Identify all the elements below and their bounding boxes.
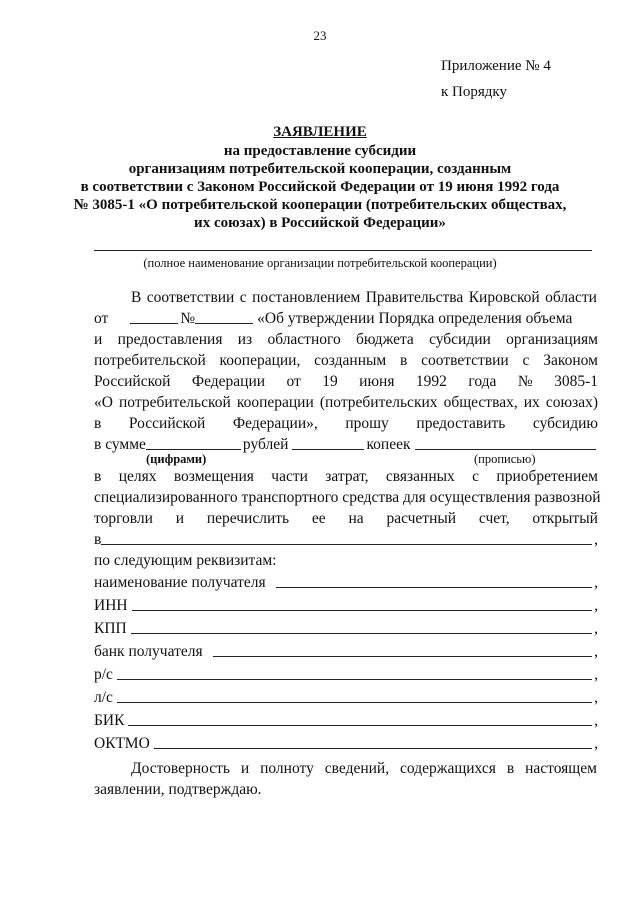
comma: , — [594, 735, 598, 752]
org-name-caption: (полное наименование организации потребительской кооперации) — [143, 256, 497, 270]
word: открытый — [532, 510, 598, 527]
field-label: наименование получателя — [94, 574, 266, 591]
word: затрат, — [325, 468, 369, 485]
word: в — [506, 760, 515, 777]
word: в — [94, 468, 102, 485]
paragraph-line — [94, 394, 598, 412]
resolution-reference-row — [94, 310, 598, 328]
word: с — [522, 352, 530, 369]
word: торговли — [94, 510, 153, 527]
org-name-field[interactable] — [94, 250, 592, 251]
word: субсидию — [532, 415, 598, 432]
word: Федерации — [191, 373, 266, 390]
word: сведений, — [324, 760, 390, 777]
field-label: р/с — [94, 666, 113, 683]
bik-row — [94, 712, 598, 730]
personal-account-field[interactable] — [117, 701, 592, 703]
word: бюджета — [356, 331, 414, 348]
inn-field[interactable] — [132, 609, 593, 611]
amount-words-field[interactable] — [415, 448, 596, 450]
paragraph-line — [94, 331, 598, 349]
word: соответствии — [421, 352, 509, 369]
word: прошу — [345, 415, 389, 432]
appendix-reference: к Порядку — [441, 84, 507, 100]
word: с — [239, 289, 247, 306]
word: В — [131, 289, 142, 306]
page-number: 23 — [313, 28, 327, 43]
title-line: № 3085-1 «О потребительской кооперации (потребительских обществах, — [73, 197, 567, 213]
word: 19 — [322, 373, 338, 390]
kopecks-label: копеек — [366, 436, 411, 453]
field-label: КПП — [94, 620, 127, 637]
title-line: организациям потребительской кооперации, созданным — [128, 161, 512, 177]
word: кооперации — [236, 394, 314, 411]
paragraph-line — [94, 468, 598, 486]
word: Законом — [543, 352, 598, 369]
comma: , — [594, 574, 598, 591]
field-label: БИК — [94, 712, 125, 729]
digits-caption: (цифрами) — [146, 452, 207, 466]
document-title: ЗАЯВЛЕНИЕ — [273, 124, 367, 140]
number-sign: № — [180, 310, 196, 327]
word: из — [237, 331, 253, 348]
word: возмещения — [173, 468, 254, 485]
words-caption: (прописью) — [474, 452, 536, 466]
paragraph-line — [94, 415, 598, 433]
word: перечислить — [206, 510, 290, 527]
word: Федерации», — [232, 415, 318, 432]
settlement-account-field[interactable] — [117, 678, 592, 680]
oktmo-row — [94, 735, 598, 753]
bank-account-opened-in-field[interactable] — [101, 543, 592, 545]
from-label: от — [94, 310, 109, 327]
recipient-bank-row — [94, 643, 598, 661]
field-label: ОКТМО — [94, 735, 150, 752]
field-label: ИНН — [94, 597, 128, 614]
word: и — [94, 331, 103, 348]
word: Правительства — [365, 289, 464, 306]
word: года — [468, 373, 497, 390]
comma: , — [594, 620, 598, 637]
recipient-bank-field[interactable] — [213, 655, 593, 657]
title-line: их союзах) в Российской Федерации» — [194, 215, 446, 231]
bik-field[interactable] — [128, 724, 592, 726]
word: предоставления — [117, 331, 223, 348]
word: и — [175, 510, 185, 527]
paragraph-line — [94, 352, 598, 370]
inn-row — [94, 597, 598, 615]
paragraph-line — [94, 510, 598, 528]
word: субсидии — [429, 331, 491, 348]
word: соответствии — [146, 289, 235, 306]
recipient-name-row — [94, 574, 598, 592]
word: июня — [359, 373, 395, 390]
comma: , — [594, 531, 598, 548]
word: полноту — [260, 760, 314, 777]
word: с — [472, 468, 480, 485]
word: 1992 — [415, 373, 447, 390]
word: 3085-1 — [554, 373, 598, 390]
requisites-intro: по следующим реквизитам: — [94, 552, 277, 569]
paragraph-line — [131, 289, 597, 307]
bank-name-row — [94, 531, 598, 549]
word: их — [523, 394, 540, 411]
word: организациям — [506, 331, 598, 348]
word: на — [348, 510, 364, 527]
word: счет, — [478, 510, 510, 527]
comma: , — [594, 712, 598, 729]
kpp-row — [94, 620, 598, 638]
word: в — [94, 415, 102, 432]
word: обществах, — [443, 394, 518, 411]
word: Кировской — [468, 289, 540, 306]
word: потребительской — [94, 352, 206, 369]
word: настоящем — [525, 760, 597, 777]
word: областного — [267, 331, 341, 348]
word: содержащихся — [400, 760, 496, 777]
field-label: банк получателя — [94, 643, 203, 660]
word: Достоверность — [131, 760, 230, 777]
resolution-date-field[interactable] — [130, 322, 178, 324]
resolution-title: «Об утверждении Порядка определения объема — [257, 310, 573, 327]
oktmo-field[interactable] — [154, 747, 592, 749]
field-label: л/с — [94, 689, 113, 706]
word: ее — [311, 510, 326, 527]
word: в — [400, 352, 408, 369]
word: от — [286, 373, 301, 390]
word: Российской — [128, 415, 206, 432]
word: постановлением — [252, 289, 361, 306]
confirmation-line: заявлении, подтверждаю. — [94, 781, 262, 798]
recipient-name-field[interactable] — [276, 586, 592, 588]
word: потребительской — [119, 394, 231, 411]
word: целях — [118, 468, 157, 485]
word: (потребительских — [319, 394, 438, 411]
word: части — [271, 468, 308, 485]
confirmation-line — [131, 760, 597, 778]
rubles-label: рублей — [242, 436, 289, 453]
settlement-account-row — [94, 666, 598, 684]
comma: , — [594, 689, 598, 706]
word: № — [517, 373, 533, 390]
word: приобретением — [496, 468, 598, 485]
paragraph-line — [94, 373, 598, 391]
word: Российской — [94, 373, 171, 390]
appendix-number: Приложение № 4 — [441, 58, 551, 74]
in-label: в — [94, 531, 102, 548]
word: и — [240, 760, 250, 777]
comma: , — [594, 666, 598, 683]
comma: , — [594, 597, 598, 614]
word: союзах) — [545, 394, 598, 411]
word: расчетный — [386, 510, 457, 527]
resolution-number-field[interactable] — [195, 322, 253, 324]
kopecks-digits-field[interactable] — [292, 448, 364, 450]
amount-digits-field[interactable] — [146, 448, 241, 450]
word: связанных — [385, 468, 455, 485]
title-line: на предоставление субсидии — [223, 143, 417, 159]
word: созданным — [314, 352, 387, 369]
personal-account-row — [94, 689, 598, 707]
sum-label: в сумме — [94, 436, 146, 453]
title-line: в соответствии с Законом Российской Федерации от 19 июня 1992 года — [80, 179, 560, 195]
word: предоставить — [416, 415, 506, 432]
kpp-field[interactable] — [131, 632, 592, 634]
word: «О — [94, 394, 113, 411]
word: кооперации, — [219, 352, 301, 369]
word: области — [545, 289, 597, 306]
paragraph-line: специализированного транспортного средства для осуществления развозной — [94, 489, 601, 506]
comma: , — [594, 643, 598, 660]
